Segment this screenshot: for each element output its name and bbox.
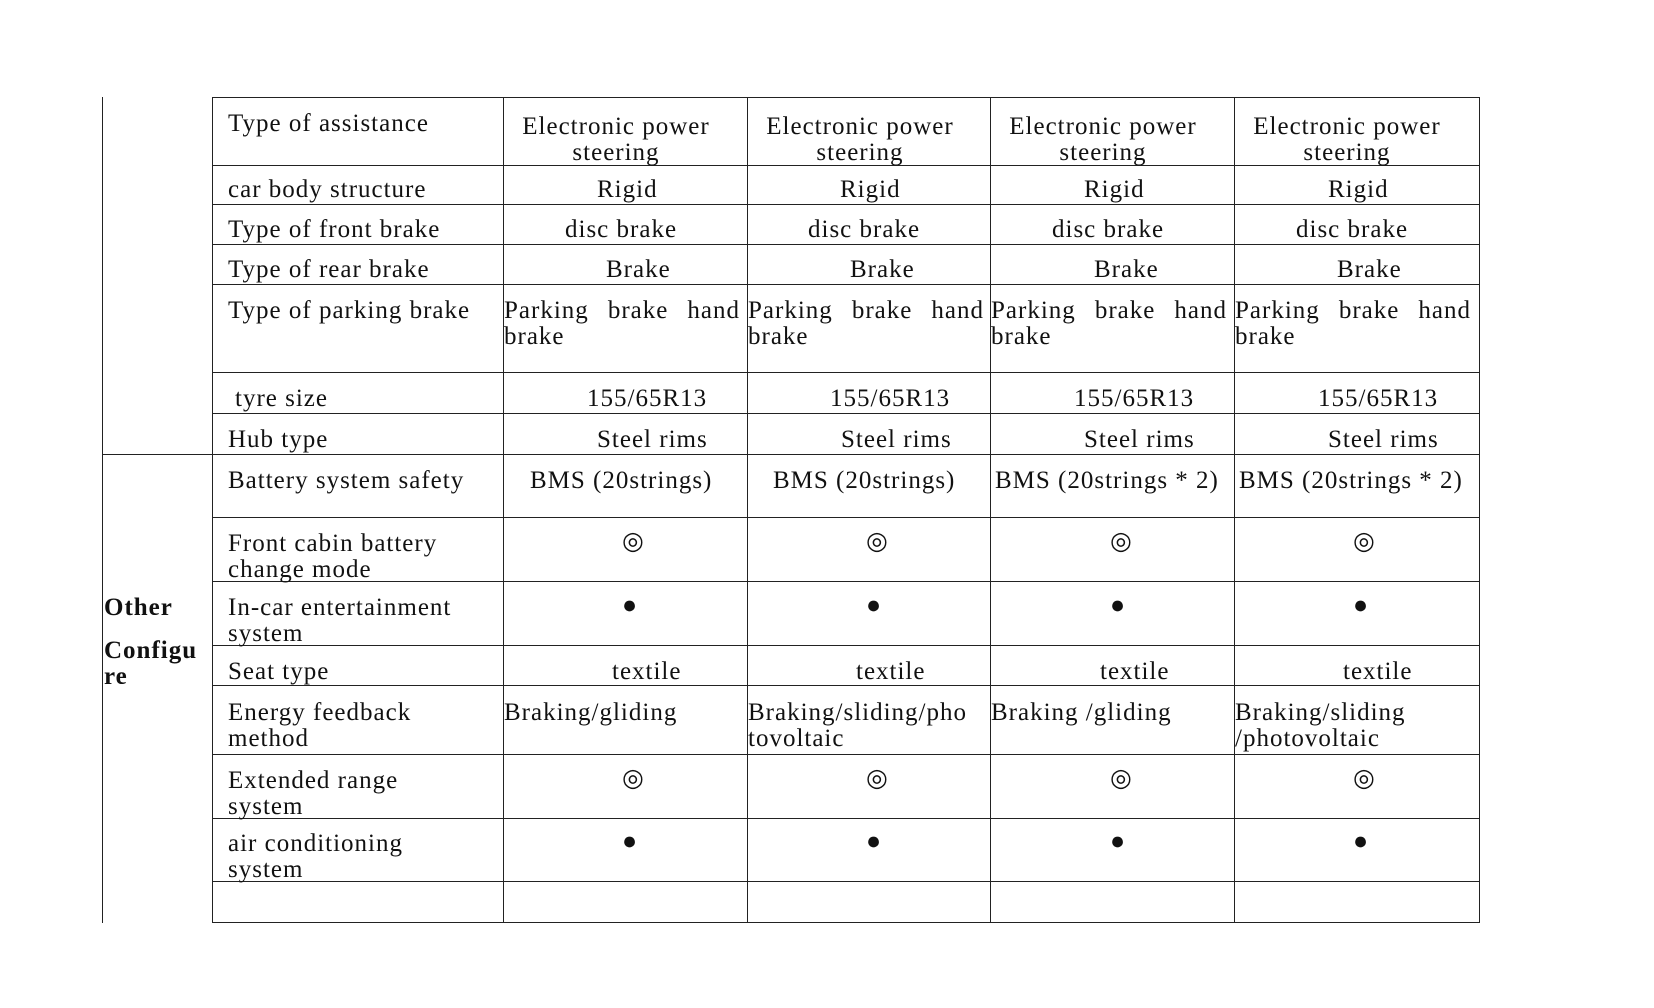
row-label-front-brake: Type of front brake	[228, 216, 441, 243]
cell-entertainment-3: ●	[1110, 592, 1127, 619]
cell-front-brake-2: disc brake	[808, 216, 921, 243]
cell-front-cabin-1: ◎	[622, 528, 645, 555]
cell-hub-3: Steel rims	[1084, 426, 1195, 453]
cell-tyre-4: 155/65R13	[1318, 385, 1439, 412]
cell-hub-1: Steel rims	[597, 426, 708, 453]
cell-tyre-3: 155/65R13	[1074, 385, 1195, 412]
row-label-air-conditioning: air conditioning system	[228, 830, 403, 883]
cell-ac-4: ●	[1353, 828, 1370, 855]
cell-hub-2: Steel rims	[841, 426, 952, 453]
left-border	[102, 97, 103, 923]
cell-seat-1: textile	[612, 658, 682, 685]
section-rule	[102, 454, 1480, 455]
cell-seat-4: textile	[1343, 658, 1413, 685]
cell-parking-1: Parking brake hand brake	[504, 297, 740, 350]
col3-border	[990, 97, 991, 923]
row-label-energy-feedback: Energy feedback method	[228, 699, 412, 752]
cell-assistance-4: Electronic power steering	[1253, 113, 1441, 166]
cell-ac-2: ●	[866, 828, 883, 855]
row-rule	[212, 284, 1480, 285]
cell-rear-brake-3: Brake	[1094, 256, 1159, 283]
row-label-front-cabin: Front cabin battery change mode	[228, 530, 438, 583]
cell-battery-1: BMS (20strings)	[530, 467, 713, 494]
cell-parking-2: Parking brake hand brake	[748, 297, 984, 350]
cell-battery-4: BMS (20strings * 2)	[1239, 467, 1463, 494]
cell-body-1: Rigid	[597, 176, 658, 203]
cell-energy-4: Braking/sliding /photovoltaic	[1235, 699, 1406, 752]
cell-front-brake-1: disc brake	[565, 216, 678, 243]
cell-body-2: Rigid	[840, 176, 901, 203]
row-rule	[212, 244, 1480, 245]
cell-battery-2: BMS (20strings)	[773, 467, 956, 494]
cell-body-3: Rigid	[1084, 176, 1145, 203]
cell-energy-3: Braking /gliding	[991, 699, 1172, 726]
cell-front-cabin-3: ◎	[1110, 528, 1133, 555]
cell-entertainment-1: ●	[622, 592, 639, 619]
row-rule	[212, 372, 1480, 373]
cell-parking-3: Parking brake hand brake	[991, 297, 1227, 350]
cell-energy-2: Braking/sliding/pho tovoltaic	[748, 699, 967, 752]
row-label-hub-type: Hub type	[228, 426, 329, 453]
cell-rear-brake-4: Brake	[1337, 256, 1402, 283]
cell-parking-4: Parking brake hand brake	[1235, 297, 1471, 350]
row-rule	[212, 754, 1480, 755]
cell-assistance-2: Electronic power steering	[766, 113, 954, 166]
row-rule	[212, 517, 1480, 518]
row-label-extended-range: Extended range system	[228, 767, 399, 820]
cell-front-brake-4: disc brake	[1296, 216, 1409, 243]
cell-entertainment-4: ●	[1353, 592, 1370, 619]
row-label-entertainment: In-car entertainment system	[228, 594, 452, 647]
cell-range-3: ◎	[1110, 765, 1133, 792]
cell-battery-3: BMS (20strings * 2)	[995, 467, 1219, 494]
cell-front-brake-3: disc brake	[1052, 216, 1165, 243]
row-label-tyre-size: tyre size	[235, 385, 328, 412]
row-rule	[212, 204, 1480, 205]
cell-ac-3: ●	[1110, 828, 1127, 855]
row-label-body-structure: car body structure	[228, 176, 427, 203]
cell-seat-2: textile	[856, 658, 926, 685]
col1-border	[503, 97, 504, 923]
cell-assistance-1: Electronic power steering	[522, 113, 710, 166]
cell-seat-3: textile	[1100, 658, 1170, 685]
row-rule	[212, 922, 1480, 923]
cell-front-cabin-2: ◎	[866, 528, 889, 555]
col4-border	[1234, 97, 1235, 923]
cell-hub-4: Steel rims	[1328, 426, 1439, 453]
cell-tyre-2: 155/65R13	[830, 385, 951, 412]
section-label-line1: Other	[104, 594, 173, 621]
row-label-parking-brake: Type of parking brake	[228, 297, 471, 324]
cell-entertainment-2: ●	[866, 592, 883, 619]
cell-range-1: ◎	[622, 765, 645, 792]
row-rule	[212, 685, 1480, 686]
cell-range-4: ◎	[1353, 765, 1376, 792]
section-label-line2: Configu	[104, 637, 198, 664]
row-rule	[212, 97, 1480, 98]
row-label-assistance: Type of assistance	[228, 110, 429, 137]
cell-tyre-1: 155/65R13	[587, 385, 708, 412]
col2-border	[747, 97, 748, 923]
cell-energy-1: Braking/gliding	[504, 699, 678, 726]
cell-assistance-3: Electronic power steering	[1009, 113, 1197, 166]
right-border	[1479, 97, 1480, 923]
row-label-rear-brake: Type of rear brake	[228, 256, 430, 283]
cell-ac-1: ●	[622, 828, 639, 855]
row-rule	[212, 413, 1480, 414]
cell-body-4: Rigid	[1328, 176, 1389, 203]
cell-front-cabin-4: ◎	[1353, 528, 1376, 555]
section-label-line3: re	[104, 663, 128, 690]
row-label-battery-safety: Battery system safety	[228, 467, 465, 494]
cell-rear-brake-2: Brake	[850, 256, 915, 283]
cell-rear-brake-1: Brake	[606, 256, 671, 283]
row-label-seat-type: Seat type	[228, 658, 330, 685]
cell-range-2: ◎	[866, 765, 889, 792]
